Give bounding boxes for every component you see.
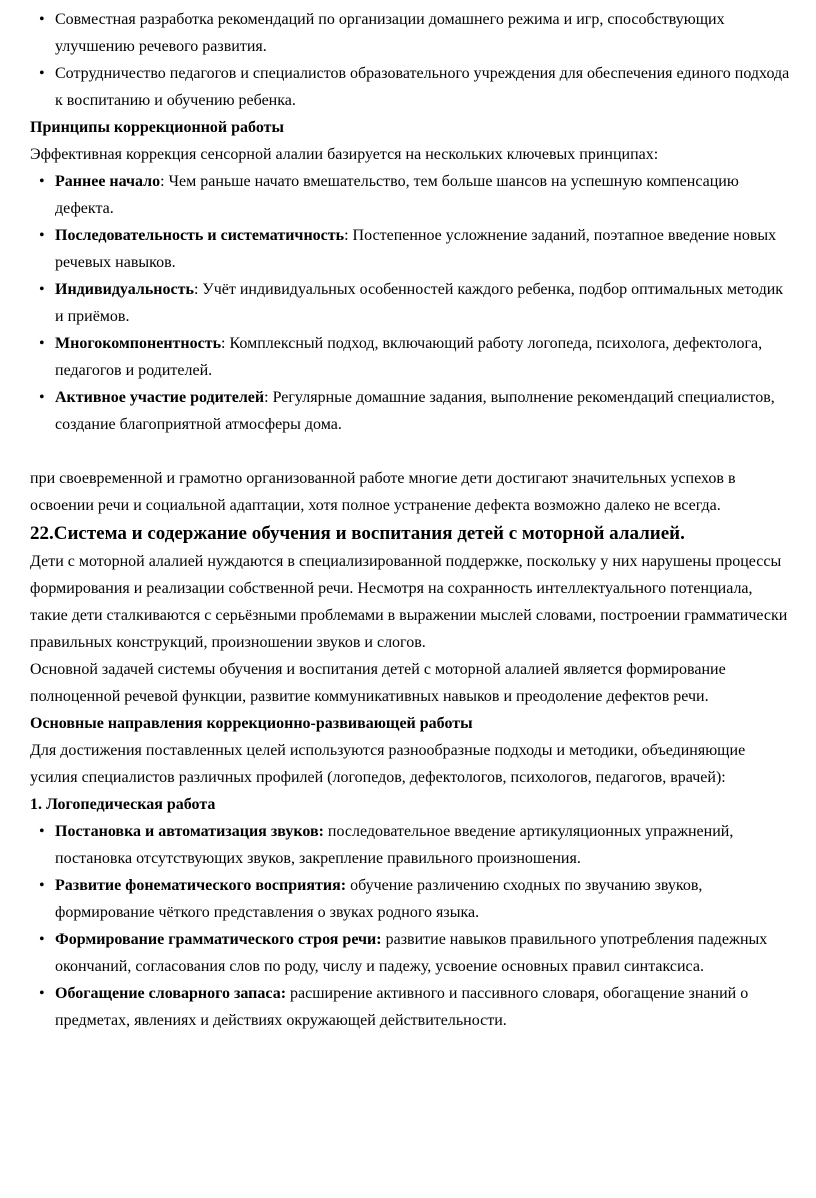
bullet-icon: • [39, 227, 45, 244]
bullet-text [55, 168, 790, 222]
paragraph: Для достижения поставленных целей используются разнообразные подходы и методики, объединяющие усилия специалистов различных профилей (логопедов, дефектологов, психологов, педагогов, врачей): [30, 742, 746, 786]
paragraph: Дети с моторной алалией нуждаются в специализированной поддержке, поскольку у них нарушены процессы формирования и реализации собственной речи. Несмотря на сохранность интеллектуального потенциала, такие дети сталкиваются с серьёзными проблемами в выражении мыслей словами, построении грамматически правильных конструкций, произношении звуков и слогов. [30, 553, 788, 651]
bullet-desc: развитие навыков правильного употребления падежных окончаний, согласования слов по роду, числу и падежу, усвоение основных правил синтаксиса. [55, 931, 768, 975]
bullet-text: Сотрудничество педагогов и специалистов образовательного учреждения для обеспечения единого подхода к воспитанию и обучению ребенка. [55, 65, 790, 109]
bullet-icon: • [39, 389, 45, 406]
bullet-term: Обогащение словарного запаса: [55, 985, 287, 1002]
bullet-term: Развитие фонематического восприятия: [55, 877, 347, 894]
bullet-desc: обучение различению сходных по звучанию звуков, формирование чёткого представления о звуках родного языка. [55, 877, 703, 921]
bullet-text [55, 222, 790, 276]
bullet-icon: • [39, 335, 45, 352]
bullet-icon: • [39, 877, 45, 894]
bullet-desc: : Регулярные домашние задания, выполнение рекомендаций специалистов, создание благоприятной атмосферы дома. [55, 389, 775, 433]
bullet-text [55, 818, 790, 872]
bullet-term: Индивидуальность [55, 281, 194, 298]
bullet-item [30, 980, 790, 1034]
bullet-item [30, 872, 790, 926]
bullet-text [55, 926, 790, 980]
bullet-icon: • [39, 823, 45, 840]
bullet-term: Активное участие родителей [55, 389, 265, 406]
bullet-text [55, 276, 790, 330]
bullet-item [30, 168, 790, 222]
bullet-icon: • [39, 281, 45, 298]
bullet-desc: : Постепенное усложнение заданий, поэтапное введение новых речевых навыков. [55, 227, 777, 271]
subheading-logopedic-work: 1. Логопедическая работа [30, 796, 216, 813]
bullet-term: Последовательность и систематичность [55, 227, 345, 244]
bullet-item [30, 818, 790, 872]
bullet-item [30, 330, 790, 384]
bullet-desc: последовательное введение артикуляционных упражнений, постановка отсутствующих звуков, закрепление правильного произношения. [55, 823, 734, 867]
bullet-icon: • [39, 931, 45, 948]
bullet-item [30, 276, 790, 330]
bullet-term: Постановка и автоматизация звуков: [55, 823, 324, 840]
bullet-item [30, 926, 790, 980]
bullet-text: Совместная разработка рекомендаций по организации домашнего режима и игр, способствующих улучшению речевого развития. [55, 11, 725, 55]
bullet-text [55, 330, 790, 384]
bullet-text [55, 384, 790, 438]
bullet-item [30, 222, 790, 276]
bullet-icon: • [39, 985, 45, 1002]
paragraph: Основной задачей системы обучения и воспитания детей с моторной алалией является формирование полноценной речевой функции, развитие коммуникативных навыков и преодоление дефектов речи. [30, 661, 726, 705]
bullet-icon: • [39, 65, 45, 82]
bullet-term: Раннее начало [55, 173, 161, 190]
bullet-icon: • [39, 173, 45, 190]
bullet-term: Многокомпонентность [55, 335, 222, 352]
paragraph-conclusion: при своевременной и грамотно организованной работе многие дети достигают значительных успехов в освоении речи и социальной адаптации, хотя полное устранение дефекта возможно далеко не всегда. [30, 470, 736, 514]
bullet-text [55, 872, 790, 926]
bullet-item [30, 60, 790, 114]
bullet-term: Формирование грамматического строя речи: [55, 931, 382, 948]
bullet-desc: : Комплексный подход, включающий работу логопеда, психолога, дефектолога, педагогов и родителей. [55, 335, 763, 379]
bullet-desc: : Чем раньше начато вмешательство, тем больше шансов на успешную компенсацию дефекта. [55, 173, 739, 217]
paragraph: Эффективная коррекция сенсорной алалии базируется на нескольких ключевых принципах: [30, 146, 659, 163]
bullet-text [55, 980, 790, 1034]
bullet-desc: расширение активного и пассивного словаря, обогащение знаний о предметах, явлениях и действиях окружающей действительности. [55, 985, 749, 1029]
bullet-item [30, 6, 790, 60]
section-heading-principles: Принципы коррекционной работы [30, 119, 284, 136]
section-heading-22: 22.Система и содержание обучения и воспитания детей с моторной алалией. [30, 523, 685, 544]
bullet-desc: : Учёт индивидуальных особенностей каждого ребенка, подбор оптимальных методик и приёмов. [55, 281, 784, 325]
bullet-item [30, 384, 790, 438]
section-heading-directions: Основные направления коррекционно-развивающей работы [30, 715, 473, 732]
bullet-icon: • [39, 11, 45, 28]
